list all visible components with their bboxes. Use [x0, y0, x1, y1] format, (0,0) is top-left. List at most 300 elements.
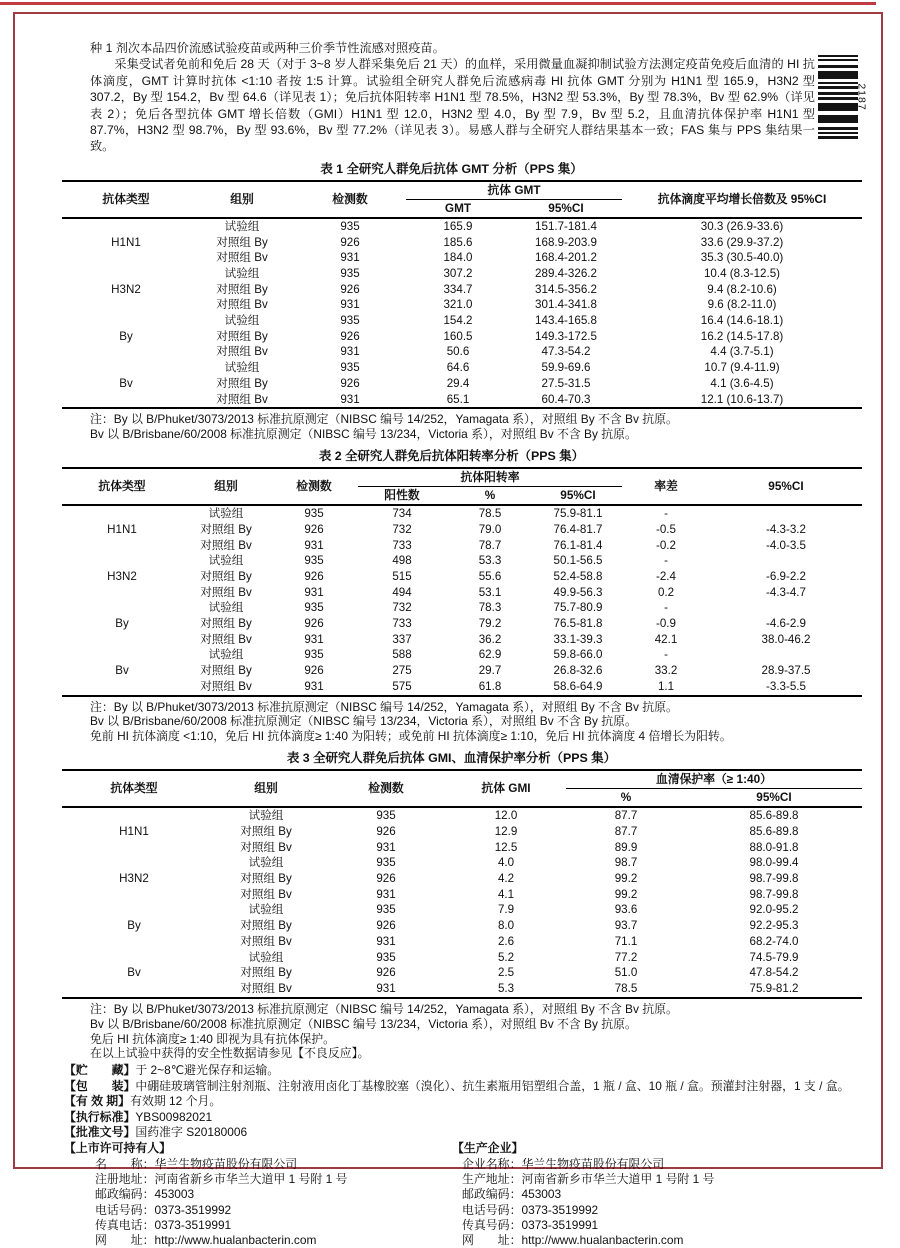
header-cell: GMT — [444, 200, 472, 215]
data-cell: 931 — [340, 345, 360, 359]
data-cell: 926 — [340, 329, 360, 343]
data-cell: 935 — [304, 507, 324, 521]
data-cell: 935 — [304, 554, 324, 568]
data-cell: 对照组 By — [216, 376, 268, 390]
data-cell: 55.6 — [478, 569, 502, 583]
approval-number-line — [64, 1125, 861, 1140]
data-cell: 98.7-99.8 — [749, 872, 799, 886]
data-cell: 935 — [340, 314, 360, 328]
table-row — [62, 569, 862, 585]
data-cell: 321.0 — [443, 298, 473, 312]
data-cell: 试验组 — [224, 219, 260, 233]
contact-label: 注册地址： — [95, 1171, 155, 1186]
data-cell: 试验组 — [224, 361, 260, 375]
data-cell: 168.9-203.9 — [535, 235, 597, 249]
approval-number-value: 国药准字 S20180006 — [135, 1124, 248, 1139]
table-row — [62, 663, 862, 679]
data-cell: 对照组 By — [200, 522, 252, 536]
data-cell: 931 — [340, 392, 360, 406]
contact-label: 传真号码： — [462, 1217, 522, 1232]
data-cell: 926 — [340, 235, 360, 249]
data-cell: 931 — [376, 981, 396, 995]
table2-notes — [90, 700, 841, 745]
data-cell: 对照组 By — [216, 282, 268, 296]
data-cell: 10.7 (9.4-11.9) — [704, 361, 780, 375]
data-cell: 588 — [392, 648, 412, 662]
data-cell: 75.9-81.1 — [553, 507, 603, 521]
license-holder-heading: 【上市许可持有人】 — [64, 1141, 172, 1156]
barcode-bar — [818, 132, 858, 134]
data-cell: 4.4 (3.7-5.1) — [710, 345, 774, 359]
contact-label: 网 址： — [95, 1233, 155, 1248]
data-cell: 515 — [392, 569, 412, 583]
data-cell: 935 — [376, 950, 396, 964]
table-seroconversion — [62, 467, 862, 696]
data-cell: 334.7 — [443, 282, 473, 296]
data-cell: 98.7 — [614, 856, 638, 870]
data-cell: 87.7 — [614, 824, 638, 838]
data-cell: 2.5 — [497, 966, 515, 980]
contact-row — [64, 1157, 452, 1172]
storage-line — [64, 1063, 861, 1078]
contact-value: 河南省新乡市华兰大道甲 1 号附 1 号 — [521, 1171, 715, 1186]
data-cell: 926 — [376, 872, 396, 886]
note-line: Bv 以 B/Brisbane/60/2008 标准抗原测定（NIBSC 编号 13/234，Victoria 系），对照组 Bv 不含 By 抗原。 — [90, 714, 637, 729]
data-cell: 275 — [392, 664, 412, 678]
data-cell: 试验组 — [248, 809, 284, 823]
data-cell: 926 — [304, 522, 324, 536]
contact-value: 华兰生物疫苗股份有限公司 — [154, 1156, 298, 1171]
data-cell: -0.9 — [656, 617, 676, 631]
data-cell: 935 — [340, 266, 360, 280]
antibody-type-cell: By — [127, 919, 141, 933]
table-row — [62, 647, 862, 663]
contact-value: 0373-3519992 — [154, 1202, 232, 1217]
barcode-bar — [818, 71, 858, 79]
data-cell: 301.4-341.8 — [535, 298, 597, 312]
license-holder-block — [64, 1141, 452, 1248]
data-cell: -4.3-4.7 — [766, 585, 806, 599]
data-cell — [710, 647, 862, 663]
shelf-life-label: 【有 效 期】 — [64, 1094, 131, 1109]
data-cell: 47.3-54.2 — [541, 345, 591, 359]
data-cell: 1.1 — [657, 679, 675, 693]
data-cell: 926 — [340, 376, 360, 390]
data-cell: 168.4-201.2 — [535, 251, 597, 265]
data-cell: 314.5-356.2 — [535, 282, 597, 296]
data-cell: 7.9 — [497, 903, 515, 917]
data-cell: 926 — [340, 282, 360, 296]
data-cell: 53.3 — [478, 554, 502, 568]
table-row — [62, 522, 862, 538]
barcode-bar — [818, 55, 858, 57]
barcode-bar — [818, 86, 858, 89]
contact-value: 453003 — [154, 1187, 195, 1202]
data-cell: -3.3-5.5 — [766, 679, 806, 693]
contact-value: 河南省新乡市华兰大道甲 1 号附 1 号 — [154, 1171, 348, 1186]
antibody-type-cell: Bv — [127, 966, 141, 980]
note-line: Bv 以 B/Brisbane/60/2008 标准抗原测定（NIBSC 编号 13/234，Victoria 系），对照组 Bv 不含 By 抗原。 — [90, 427, 637, 442]
data-cell: 71.1 — [614, 934, 638, 948]
data-cell: 试验组 — [208, 601, 244, 615]
data-cell: 试验组 — [208, 507, 244, 521]
data-cell: - — [664, 507, 668, 521]
data-cell: 494 — [392, 585, 412, 599]
data-cell: 732 — [392, 601, 412, 615]
data-cell: 对照组 Bv — [200, 679, 252, 693]
data-cell: 935 — [304, 601, 324, 615]
table-row — [62, 585, 862, 601]
note-line: 在以上试验中获得的安全性数据请参见【不良反应】。 — [90, 1046, 370, 1061]
data-cell — [710, 553, 862, 569]
data-cell: 98.0-99.4 — [749, 856, 799, 870]
data-cell: 926 — [376, 919, 396, 933]
data-cell: -4.6-2.9 — [766, 617, 806, 631]
data-cell: 对照组 Bv — [200, 632, 252, 646]
contact-row — [452, 1233, 881, 1248]
header-cell: 血清保护率（≥ 1:40） — [566, 770, 862, 789]
header-cell: 抗体 GMT — [406, 181, 622, 200]
data-cell: 16.2 (14.5-17.8) — [700, 329, 784, 343]
contact-row — [452, 1203, 881, 1218]
contact-row — [64, 1218, 452, 1233]
note-line: 注：By 以 B/Phuket/3073/2013 标准抗原测定（NIBSC 编号 14/252，Yamagata 系），对照组 By 不含 Bv 抗原。 — [90, 412, 678, 427]
contact-label: 名 称： — [95, 1156, 155, 1171]
header-cell: 95%CI — [548, 200, 584, 215]
data-cell: 35.3 (30.5-40.0) — [700, 251, 784, 265]
contact-label: 电话号码： — [95, 1202, 155, 1217]
note-line: Bv 以 B/Brisbane/60/2008 标准抗原测定（NIBSC 编号 13/234，Victoria 系），对照组 Bv 不含 By 抗原。 — [90, 1016, 637, 1031]
data-cell: 试验组 — [208, 648, 244, 662]
data-cell: 78.3 — [478, 601, 502, 615]
data-cell: 734 — [392, 507, 412, 521]
contact-label: 企业名称： — [462, 1156, 522, 1171]
data-cell: 对照组 Bv — [216, 345, 268, 359]
table1-title: 表 1 全研究人群免后抗体 GMT 分析（PPS 集） — [320, 161, 583, 176]
data-cell: 50.6 — [446, 345, 470, 359]
footer-contacts — [64, 1141, 881, 1248]
data-cell: 733 — [392, 538, 412, 552]
data-cell: 49.9-56.3 — [553, 585, 603, 599]
header-cell: 抗体类型 — [102, 191, 150, 206]
data-cell: 85.6-89.8 — [749, 809, 799, 823]
data-cell — [710, 600, 862, 616]
data-cell: 931 — [376, 840, 396, 854]
header-cell: 95%CI — [756, 790, 792, 805]
contact-value: 0373-3519991 — [521, 1217, 599, 1232]
table-gmt-analysis — [62, 180, 862, 409]
contact-value: 0373-3519991 — [154, 1217, 232, 1232]
antibody-type-cell: H1N1 — [111, 235, 141, 249]
header-cell: 抗体 GMI — [481, 781, 531, 796]
header-cell: 95%CI — [768, 479, 804, 494]
data-cell: 27.5-31.5 — [541, 376, 591, 390]
data-cell: 931 — [376, 934, 396, 948]
header-cell: 率差 — [654, 479, 678, 494]
data-cell: 对照组 Bv — [216, 251, 268, 265]
data-cell: 575 — [392, 679, 412, 693]
data-cell: 926 — [376, 824, 396, 838]
data-cell: 931 — [304, 632, 324, 646]
data-cell: 79.2 — [478, 617, 502, 631]
data-cell: 92.0-95.2 — [749, 903, 799, 917]
data-cell: 935 — [376, 903, 396, 917]
barcode-bar — [818, 59, 858, 61]
data-cell: 试验组 — [224, 266, 260, 280]
table-protection-rate — [62, 769, 862, 998]
data-cell: 对照组 Bv — [216, 392, 268, 406]
data-cell: 28.9-37.5 — [761, 664, 811, 678]
data-cell: 12.9 — [494, 824, 518, 838]
barcode — [818, 55, 868, 150]
data-cell: 4.0 — [497, 856, 515, 870]
data-cell: 51.0 — [614, 966, 638, 980]
data-cell: 75.9-81.2 — [749, 981, 799, 995]
table-row — [62, 902, 862, 918]
data-cell: -0.5 — [656, 522, 676, 536]
table-row — [62, 553, 862, 569]
data-cell: 9.6 (8.2-11.0) — [707, 298, 777, 312]
data-cell: 61.8 — [478, 679, 502, 693]
data-cell: 99.2 — [614, 872, 638, 886]
data-cell: 65.1 — [446, 392, 470, 406]
document-content — [15, 14, 881, 1248]
antibody-type-cell: H3N2 — [119, 872, 149, 886]
note-line: 注：By 以 B/Phuket/3073/2013 标准抗原测定（NIBSC 编号 14/252，Yamagata 系），对照组 By 不含 Bv 抗原。 — [90, 699, 678, 714]
header-cell: 抗体类型 — [98, 479, 146, 494]
data-cell: 10.4 (8.3-12.5) — [703, 266, 781, 280]
data-cell: 对照组 Bv — [240, 934, 292, 948]
data-cell: 59.8-66.0 — [553, 648, 603, 662]
data-cell: 926 — [376, 966, 396, 980]
data-cell: 42.1 — [654, 632, 678, 646]
data-cell: 931 — [376, 887, 396, 901]
data-cell: 87.7 — [614, 809, 638, 823]
note-line: 免后 HI 抗体滴度≥ 1:40 即视为具有抗体保护。 — [90, 1031, 336, 1046]
table3-notes — [90, 1002, 841, 1062]
table1-notes — [90, 412, 841, 442]
storage-value: 于 2~8℃避光保存和运输。 — [135, 1063, 280, 1078]
data-cell: 185.6 — [443, 235, 473, 249]
data-cell: 60.4-70.3 — [541, 392, 591, 406]
data-cell: 85.6-89.8 — [749, 824, 799, 838]
data-cell: 对照组 By — [240, 919, 292, 933]
data-cell: -2.4 — [656, 569, 676, 583]
data-cell: 52.4-58.8 — [553, 569, 603, 583]
website-url: http://www.hualanbacterin.com — [154, 1233, 317, 1248]
data-cell: 337 — [392, 632, 412, 646]
barcode-bar — [818, 136, 858, 139]
data-cell: 对照组 Bv — [240, 981, 292, 995]
data-cell: -4.0-3.5 — [766, 538, 806, 552]
manufacturer-heading: 【生产企业】 — [452, 1141, 524, 1156]
data-cell: 对照组 By — [200, 569, 252, 583]
table-row — [62, 616, 862, 632]
table-row — [62, 266, 862, 282]
header-cell: 抗体阳转率 — [358, 468, 622, 487]
data-cell: 对照组 By — [240, 824, 292, 838]
data-cell: 79.0 — [478, 522, 502, 536]
data-cell: 33.6 (29.9-37.2) — [700, 235, 784, 249]
table-row — [62, 679, 862, 696]
data-cell: -6.9-2.2 — [766, 569, 806, 583]
packaging-label: 【包 装】 — [64, 1078, 136, 1093]
data-cell: 74.5-79.9 — [749, 950, 799, 964]
table-row — [62, 538, 862, 554]
header-cell: 抗体滴度平均增长倍数及 95%CI — [657, 191, 827, 206]
contact-label: 邮政编码： — [95, 1187, 155, 1202]
antibody-type-cell: H3N2 — [111, 282, 141, 296]
table-row — [62, 632, 862, 648]
data-cell: 98.7-99.8 — [749, 887, 799, 901]
barcode-bar — [818, 127, 858, 130]
contact-row — [452, 1218, 881, 1233]
document-sheet — [13, 12, 883, 1248]
data-cell: - — [664, 648, 668, 662]
header-cell: 组别 — [254, 781, 278, 796]
data-cell: 5.2 — [497, 950, 515, 964]
note-line: 免前 HI 抗体滴度 <1:10，免后 HI 抗体滴度≥ 1:40 为阳转；或免前 HI 抗体滴度≥ 1:10，免后 HI 抗体滴度 4 倍增长为阳转。 — [90, 729, 732, 744]
data-cell: 935 — [340, 361, 360, 375]
contact-label: 邮政编码： — [462, 1187, 522, 1202]
contact-row — [452, 1157, 881, 1172]
page-edge-line — [0, 2, 876, 5]
data-cell: 对照组 Bv — [216, 298, 268, 312]
barcode-bar — [818, 82, 858, 84]
table2-title: 表 2 全研究人群免后抗体阳转率分析（PPS 集） — [318, 449, 585, 464]
data-cell: 38.0-46.2 — [761, 632, 811, 646]
intro-paragraph — [90, 40, 815, 155]
data-cell: 62.9 — [478, 648, 502, 662]
data-cell: - — [664, 554, 668, 568]
data-cell: 对照组 By — [240, 966, 292, 980]
data-cell: 对照组 Bv — [200, 585, 252, 599]
data-cell: 29.7 — [478, 664, 502, 678]
header-cell: 阳性数 — [384, 488, 420, 503]
data-cell: 931 — [340, 251, 360, 265]
header-cell: 组别 — [214, 479, 238, 494]
data-cell: 12.1 (10.6-13.7) — [700, 392, 784, 406]
contact-label: 生产地址： — [462, 1171, 522, 1186]
barcode-bar — [818, 97, 858, 100]
intro-line: 种 1 剂次本品四价流感试验疫苗或两种三价季节性流感对照疫苗。 — [90, 41, 445, 55]
packaging-value: 中硼硅玻璃管制注射剂瓶、注射液用卤化丁基橡胶塞（溴化）、抗生素瓶用铝塑组合盖，1 瓶 / 盒、10 瓶 / 盒。预灌封注射器，1 支 / 盒。 — [135, 1078, 850, 1093]
data-cell: 76.5-81.8 — [553, 617, 603, 631]
data-cell: 58.6-64.9 — [553, 679, 603, 693]
packaging-line — [64, 1079, 861, 1094]
data-cell: 50.1-56.5 — [553, 554, 603, 568]
data-cell: 88.0-91.8 — [749, 840, 799, 854]
data-cell: 926 — [304, 617, 324, 631]
data-cell: 对照组 By — [240, 872, 292, 886]
table-row — [62, 855, 862, 871]
barcode-bar — [818, 103, 858, 111]
data-cell: 试验组 — [208, 554, 244, 568]
antibody-type-cell: H3N2 — [107, 569, 137, 583]
data-cell: 93.7 — [614, 919, 638, 933]
data-cell: 931 — [304, 679, 324, 693]
barcode-bar — [818, 92, 858, 95]
table-row — [62, 505, 862, 522]
data-cell: 4.1 (3.6-4.5) — [710, 376, 774, 390]
data-cell: 试验组 — [248, 950, 284, 964]
data-cell: 76.1-81.4 — [553, 538, 603, 552]
data-cell: 8.0 — [497, 919, 515, 933]
data-cell: 732 — [392, 522, 412, 536]
contact-row — [64, 1187, 452, 1202]
data-cell: 149.3-172.5 — [535, 329, 597, 343]
data-cell: 4.2 — [497, 872, 515, 886]
data-cell: 对照组 By — [200, 617, 252, 631]
data-cell: 160.5 — [443, 329, 473, 343]
data-cell: 0.2 — [657, 585, 675, 599]
data-cell: -4.3-3.2 — [766, 522, 806, 536]
data-cell: 935 — [340, 219, 360, 233]
table3-title: 表 3 全研究人群免后抗体 GMI、血清保护率分析（PPS 集） — [286, 751, 617, 766]
data-cell: 对照组 By — [216, 235, 268, 249]
data-cell: 36.2 — [478, 632, 502, 646]
data-cell: 33.1-39.3 — [553, 632, 603, 646]
data-cell: 92.2-95.3 — [749, 919, 799, 933]
table-row — [62, 807, 862, 824]
data-cell: 59.9-69.6 — [541, 361, 591, 375]
data-cell: 931 — [304, 538, 324, 552]
contact-row — [64, 1203, 452, 1218]
contact-row — [452, 1172, 881, 1187]
data-cell: 16.4 (14.6-18.1) — [700, 314, 784, 328]
shelf-life-line — [64, 1094, 861, 1109]
data-cell: 926 — [304, 569, 324, 583]
data-cell: 931 — [340, 298, 360, 312]
data-cell: 68.2-74.0 — [749, 934, 799, 948]
data-cell: 93.6 — [614, 903, 638, 917]
standard-value: YBS00982021 — [135, 1109, 213, 1124]
data-cell: 对照组 Bv — [240, 887, 292, 901]
contact-value: 0373-3519992 — [521, 1202, 599, 1217]
data-cell: 33.2 — [654, 664, 678, 678]
standard-line — [64, 1110, 861, 1125]
data-cell: 9.4 (8.2-10.6) — [707, 282, 777, 296]
data-cell: 931 — [304, 585, 324, 599]
data-cell: 733 — [392, 617, 412, 631]
data-cell: 926 — [304, 664, 324, 678]
data-cell: 89.9 — [614, 840, 638, 854]
header-cell: % — [620, 790, 632, 805]
data-cell: 12.0 — [494, 809, 518, 823]
data-cell: 151.7-181.4 — [535, 219, 597, 233]
contact-row — [452, 1187, 881, 1202]
contact-label: 网 址： — [462, 1233, 522, 1248]
table-row — [62, 360, 862, 376]
contact-value: 453003 — [521, 1187, 562, 1202]
intro-line: 采集受试者免前和免后 28 天（对于 3~8 岁人群采集免后 21 天）的血样，采用微量血凝抑制试验方法测定疫苗免疫后血清的 HI 抗体滴度，GMT 计算时抗体 <1:10 者按 1:5 计算。试验组全研究人群免后流感病毒 HI 抗体 GMT 分别为 H1N1 型 165.9，H3N2 型 307.2，By 型 154.2，Bv 型 64.6（详见表 1）；免后抗体阳转率 H1N1 型 78.5%，H3N2 型 53.3%，By 型 78.3%，Bv 型 62.9%（详见表 2）；免后各型抗体 GMT 增长倍数（GMI）H1N1 型 12.0，H3N2 型 4.0，By 型 7.9，Bv 型 5.2，且血清抗体保护率 H1N1 型 87.7%，H3N2 型 98.7%，By 型 93.6%，Bv 型 77.2%（详见表 3）。易感人群与全研究人群结果基本一致；FAS 集与 PPS 集结果一致。 — [90, 57, 815, 154]
data-cell: 对照组 By — [216, 329, 268, 343]
data-cell: 29.4 — [446, 376, 470, 390]
header-cell: 95%CI — [560, 488, 596, 503]
antibody-type-cell: H1N1 — [107, 522, 137, 536]
data-cell: 53.1 — [478, 585, 502, 599]
data-cell: 26.8-32.6 — [553, 664, 603, 678]
data-cell: 165.9 — [443, 219, 473, 233]
data-cell: 935 — [376, 856, 396, 870]
data-cell: 154.2 — [443, 314, 473, 328]
contact-value: 华兰生物疫苗股份有限公司 — [521, 1156, 665, 1171]
data-cell: 307.2 — [443, 266, 473, 280]
data-cell: 76.4-81.7 — [553, 522, 603, 536]
contact-row — [64, 1172, 452, 1187]
header-cell: 检测数 — [296, 479, 332, 494]
data-cell: 64.6 — [446, 361, 470, 375]
